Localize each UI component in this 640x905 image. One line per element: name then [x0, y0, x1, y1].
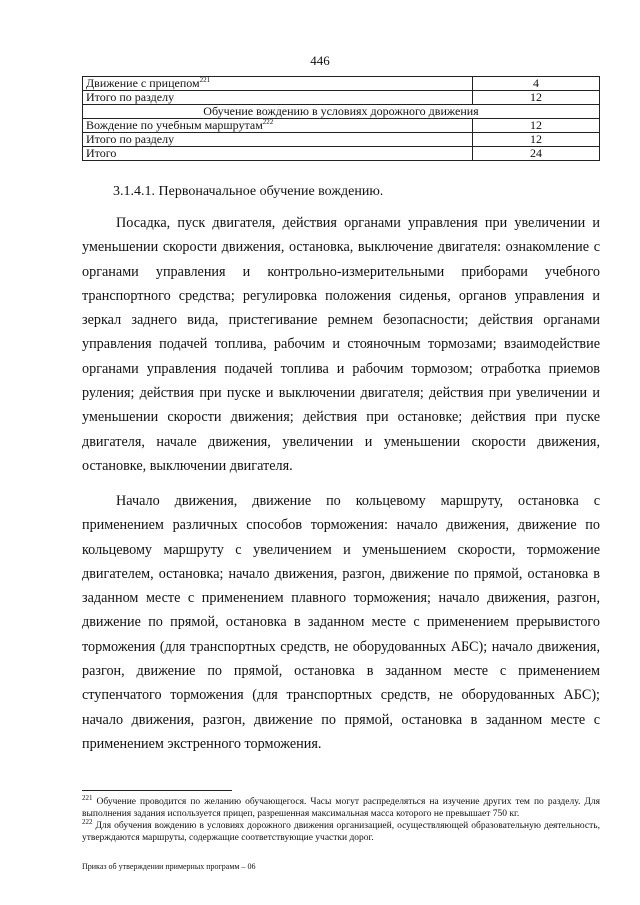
- table-cell-label: Итого по разделу: [83, 133, 473, 147]
- table-row: [83, 119, 600, 133]
- paragraph-text: Посадка, пуск двигателя, действия органами управления при увеличении и уменьшении скорости движения, остановка, выключение двигателя: ознакомление с органами управления и контрольно-измерительными приборами учебного транспортного средства; регулировка положения сиденья, органов управления и зеркал заднего вида, пристегивание ремнем безопасности; действия органами управления подачей топлива, рабочим и стояночным тормозами; взаимодействие органами управления подачей топлива и рабочим тормозом; отработка приемов руления; действия при пуске и выключении двигателя; действия при увеличении и уменьшении скорости движения; действия при остановке; действия при пуске двигателя, начале движения, увеличении и уменьшении скорости движения, остановке, выключении двигателя.: [82, 215, 600, 474]
- footnote-222: $^{222}$ Для обучения вождению в условиях дорожного движения организацией, осуществляющей образовательную деятельность, утверждаются маршруты, содержащие соответствующие участки дорог.: [82, 817, 600, 843]
- page-number: 446: [310, 53, 330, 68]
- table-cell-label: Итого по разделу: [83, 91, 473, 105]
- section-heading: 3.1.4.1. Первоначальное обучение вождению.: [113, 184, 384, 199]
- footnotes: [82, 793, 600, 844]
- hours-table: [82, 76, 600, 161]
- table-cell-label: Движение с прицепом$^{221}$: [83, 77, 473, 91]
- table-cell-value: 24: [473, 147, 600, 161]
- table-row: [83, 147, 600, 161]
- page-footer: Приказ об утверждении примерных программ – 06: [82, 862, 256, 871]
- paragraph-text: Начало движения, движение по кольцевому маршруту, остановка с применением различных способов торможения: начало движения, движение по кольцевому маршруту с увеличением и уменьшением скорости, торможение двигателем, остановка; начало движения, разгон, движение по прямой, остановка в заданном месте с применением плавного торможения; начало движения, разгон, движение по прямой, остановка в заданном месте с применением прерывистого торможения (для транспортных средств, не оборудованных АБС); начало движения, разгон, движение по прямой, остановка в заданном месте с применением ступенчатого торможения (для транспортных средств, не оборудованных АБС); начало движения, разгон, движение по прямой, остановка в заданном месте с применением экстренного торможения.: [82, 493, 600, 752]
- footnote-221: $^{221}$ Обучение проводится по желанию обучающегося. Часы могут распределяться на изучение других тем по разделу. Для выполнения задания используется прицеп, разрешенная максимальная масса которого не превышает 750 кг.: [82, 793, 600, 819]
- table-row: [83, 77, 600, 91]
- paragraph-1: [82, 211, 600, 478]
- table-cell-value: 12: [473, 91, 600, 105]
- paragraph-2: [82, 489, 600, 756]
- footnote-divider: [82, 790, 232, 791]
- table-cell-label: Вождение по учебным маршрутам$^{222}$: [83, 119, 473, 133]
- table-cell-value: 12: [473, 133, 600, 147]
- table-row: [83, 133, 600, 147]
- table-row: [83, 91, 600, 105]
- table-section-row: [83, 105, 600, 119]
- table-cell-label: Итого: [83, 147, 473, 161]
- table-cell-value: 4: [473, 77, 600, 91]
- table-cell-value: 12: [473, 119, 600, 133]
- table-section-title: Обучение вождению в условиях дорожного движения: [83, 105, 600, 119]
